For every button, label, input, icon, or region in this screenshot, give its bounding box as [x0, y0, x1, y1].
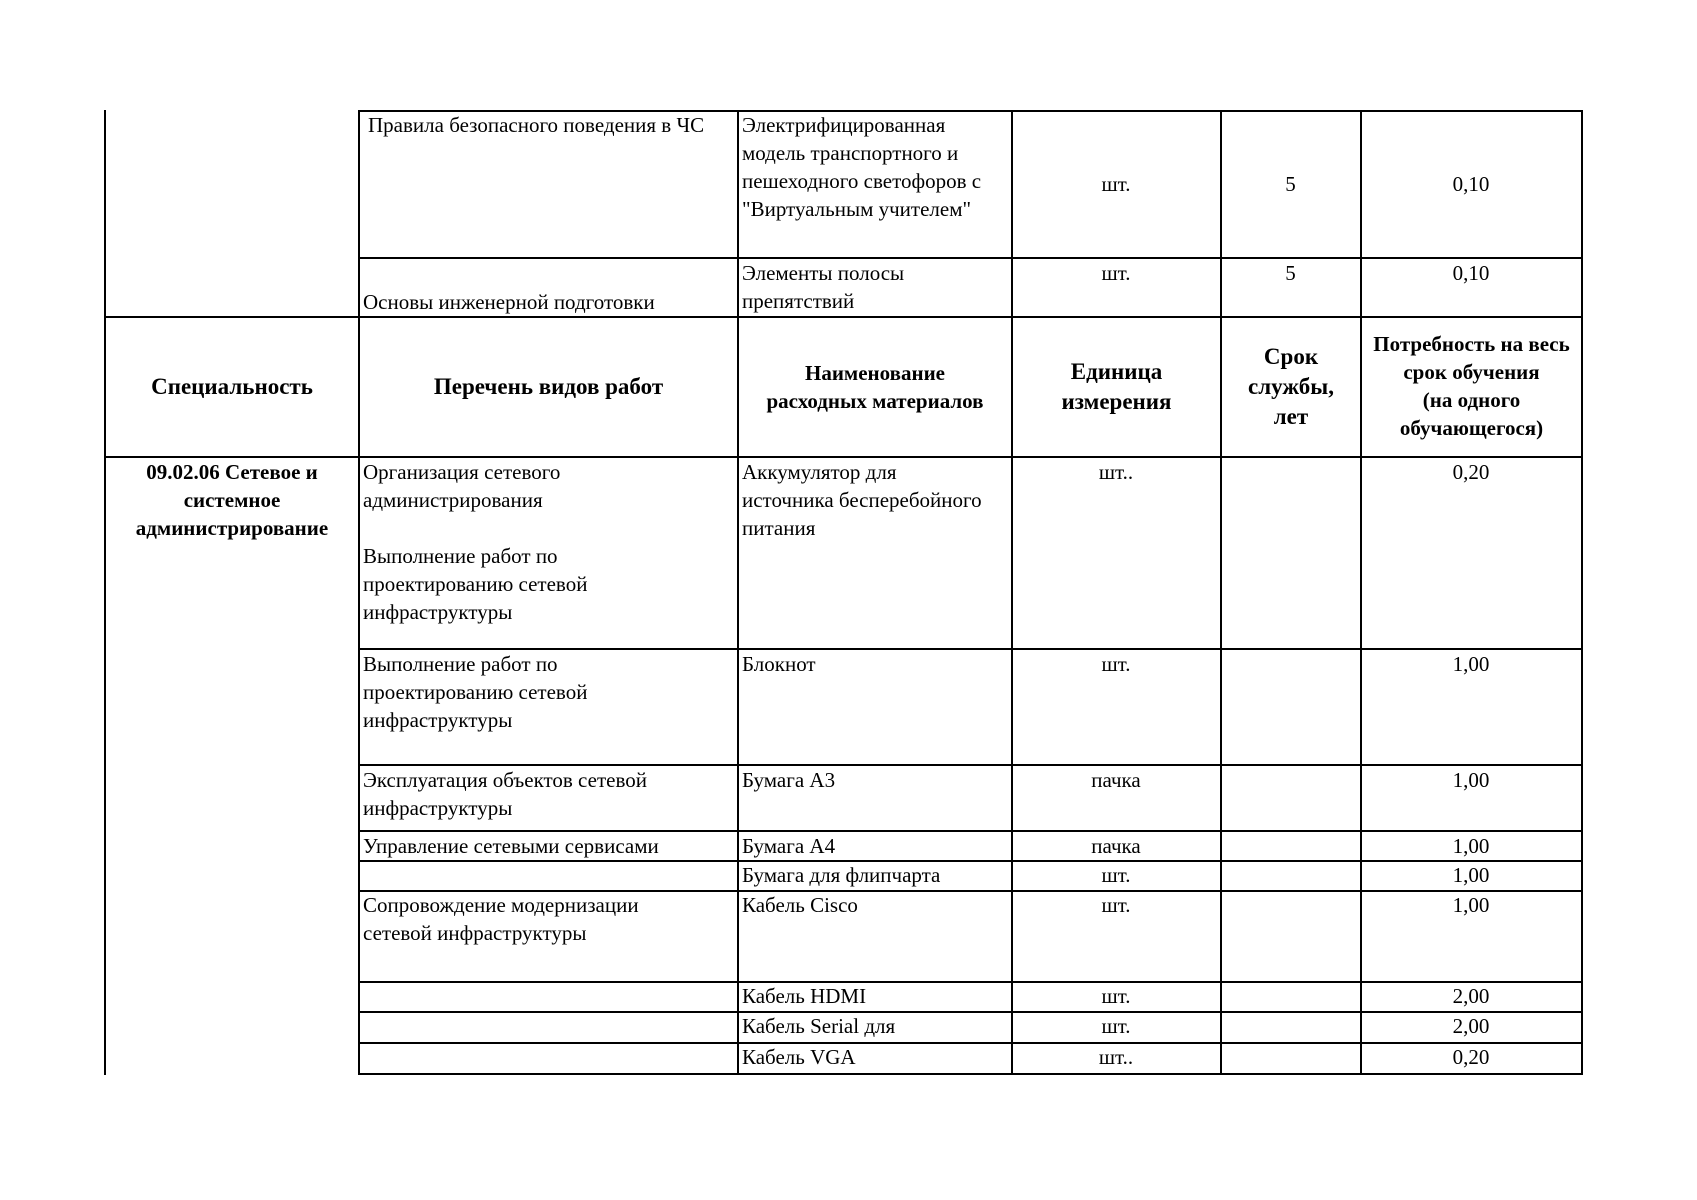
material-cell: Аккумулятор для источника бесперебойного питания — [742, 460, 982, 540]
header-material: Наименование расходных материалов — [766, 361, 984, 413]
work-cell: Выполнение работ по проектированию сетевой инфраструктуры — [363, 652, 588, 732]
unit-cell: шт. — [1101, 863, 1131, 887]
header-specialty: Специальность — [151, 374, 313, 399]
need-cell: 1,00 — [1452, 863, 1490, 887]
header-need: Потребность на весь срок обучения (на одного обучающегося) — [1373, 332, 1570, 440]
table-border — [104, 316, 1583, 318]
need-cell: 0,20 — [1452, 460, 1490, 484]
material-cell: Бумага А4 — [742, 834, 836, 858]
work-cell: Сопровождение модернизации сетевой инфраструктуры — [363, 893, 639, 945]
unit-cell: пачка — [1091, 768, 1141, 792]
table-border — [1581, 110, 1583, 1075]
table-border — [1011, 110, 1013, 1075]
table-border — [1220, 110, 1222, 1075]
need-cell: 1,00 — [1452, 768, 1490, 792]
need-cell: 1,00 — [1452, 652, 1490, 676]
table-border — [737, 110, 739, 1075]
work-cell: Организация сетевого администрирования Выполнение работ по проектированию сетевой инфраструктуры — [363, 460, 588, 624]
need-cell: 2,00 — [1452, 1014, 1490, 1038]
unit-cell: шт. — [1101, 984, 1131, 1008]
work-cell: Основы инженерной подготовки — [363, 290, 655, 314]
term-cell: 5 — [1285, 261, 1296, 285]
unit-cell: пачка — [1091, 834, 1141, 858]
table-border — [358, 1073, 1583, 1075]
unit-cell: шт. — [1101, 893, 1131, 917]
material-cell: Кабель VGA — [742, 1045, 856, 1069]
material-cell: Электрифицированная модель транспортного и пешеходного светофоров с "Виртуальным учителем" — [742, 113, 982, 221]
material-cell: Кабель Cisco — [742, 893, 858, 917]
material-cell: Элементы полосы препятствий — [742, 261, 905, 313]
header-works: Перечень видов работ — [433, 374, 664, 399]
unit-cell: шт. — [1101, 172, 1131, 196]
unit-cell: шт. — [1101, 652, 1131, 676]
header-unit: Единица измерения — [1061, 359, 1172, 414]
work-cell: Правила безопасного поведения в ЧС — [368, 113, 705, 137]
need-cell: 0,10 — [1452, 261, 1490, 285]
need-cell: 0,20 — [1452, 1045, 1490, 1069]
header-term: Срок службы, лет — [1248, 344, 1334, 429]
table-border — [104, 110, 106, 1075]
material-cell: Бумага А3 — [742, 768, 836, 792]
work-cell: Управление сетевыми сервисами — [363, 834, 659, 858]
unit-cell: шт.. — [1098, 1045, 1134, 1069]
specialty-cell: 09.02.06 Сетевое и системное администрирование — [135, 460, 329, 540]
unit-cell: шт. — [1101, 1014, 1131, 1038]
work-cell: Эксплуатация объектов сетевой инфраструктуры — [363, 768, 647, 820]
material-cell: Блокнот — [742, 652, 816, 676]
material-cell: Кабель Serial для — [742, 1014, 896, 1038]
need-cell: 1,00 — [1452, 834, 1490, 858]
need-cell: 0,10 — [1452, 172, 1490, 196]
need-cell: 2,00 — [1452, 984, 1490, 1008]
need-cell: 1,00 — [1452, 893, 1490, 917]
unit-cell: шт.. — [1098, 460, 1134, 484]
term-cell: 5 — [1285, 172, 1296, 196]
unit-cell: шт. — [1101, 261, 1131, 285]
table-border — [1360, 110, 1362, 1075]
material-cell: Бумага для флипчарта — [742, 863, 941, 887]
material-cell: Кабель HDMI — [742, 984, 867, 1008]
